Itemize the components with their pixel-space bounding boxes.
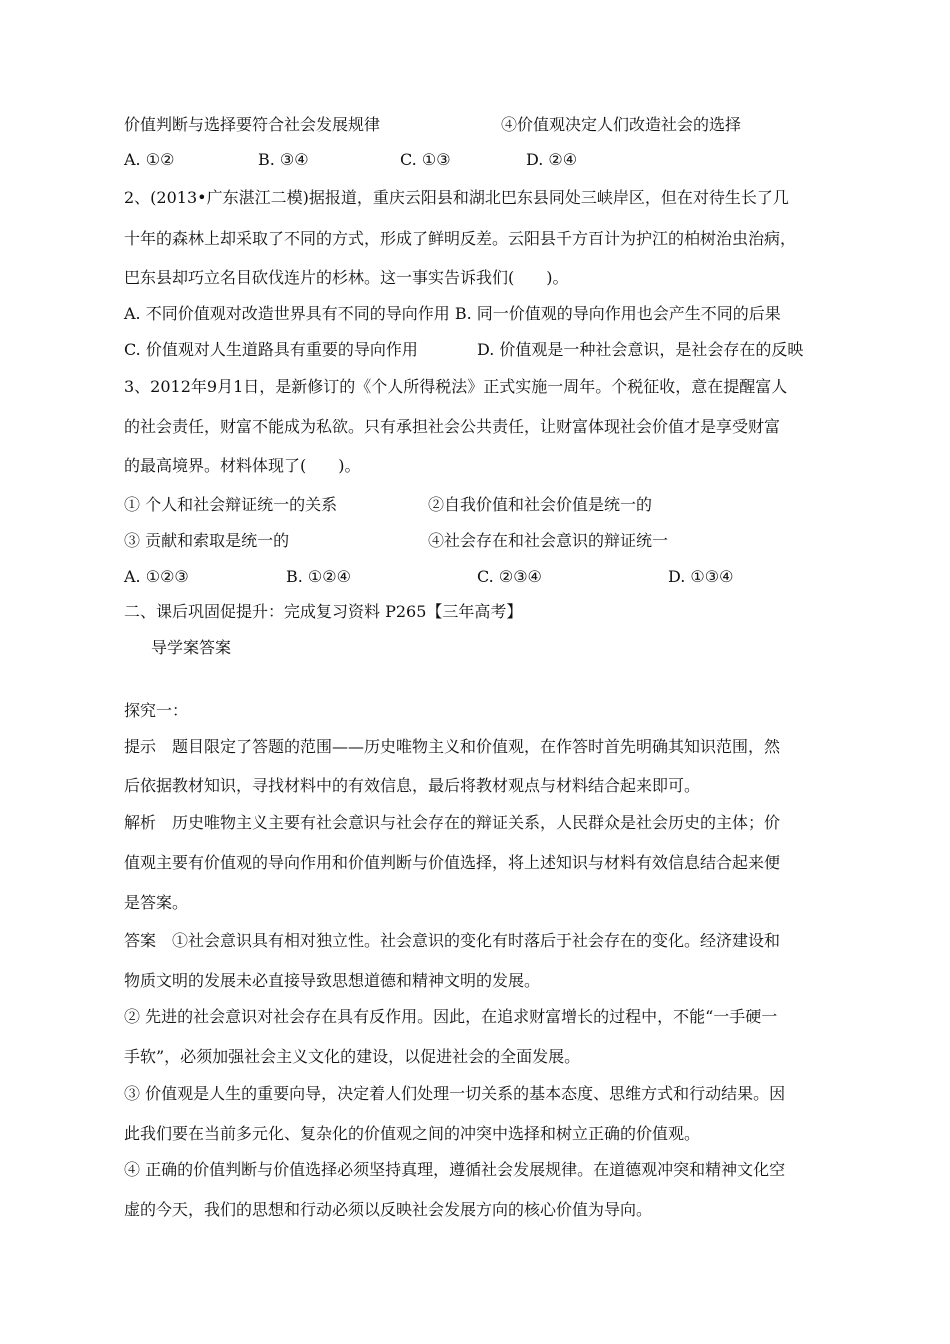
- q3-item-4: ④社会存在和社会意识的辩证统一: [428, 531, 669, 550]
- explore1-answer-line-4: 手软”，必须加强社会主义文化的建设，以促进社会的全面发展。: [124, 1047, 581, 1066]
- q3-option-b: B. ①②④: [286, 567, 351, 586]
- q3-item-2: ②自我价值和社会价值是统一的: [428, 495, 653, 514]
- q2-stem-line-2: 十年的森林上却采取了不同的方式，形成了鲜明反差。云阳县千方百计为护江的柏树治虫治病，: [124, 229, 797, 248]
- explore1-answer-line-5: ③ 价值观是人生的重要向导，决定着人们处理一切关系的基本态度、思维方式和行动结果。因: [124, 1084, 786, 1103]
- q1-option-line-right: ④价值观决定人们改造社会的选择: [501, 115, 742, 134]
- explore1-answer-line-1: 答案 ①社会意识具有相对独立性。社会意识的变化有时落后于社会存在的变化。经济建设和: [124, 931, 781, 950]
- explore1-answer-line-6: 此我们要在当前多元化、复杂化的价值观之间的冲突中选择和树立正确的价值观。: [124, 1124, 701, 1143]
- q3-stem-line-2: 的社会责任，财富不能成为私欲。只有承担社会公共责任，让财富体现社会价值才是享受财富: [124, 417, 781, 436]
- answer-title: 导学案答案: [151, 638, 232, 657]
- q2-option-d: D. 价值观是一种社会意识，是社会存在的反映: [477, 340, 804, 359]
- explore1-answer-line-8: 虚的今天，我们的思想和行动必须以反映社会发展方向的核心价值为导向。: [124, 1200, 653, 1219]
- q3-stem-line-1: 3、2012年9月1日，是新修订的《个人所得税法》正式实施一周年。个税征收，意在提醒富人: [124, 377, 788, 396]
- explore1-hint-line-2: 后依据教材知识，寻找材料中的有效信息，最后将教材观点与材料结合起来即可。: [124, 776, 701, 795]
- q3-item-3: ③ 贡献和索取是统一的: [124, 531, 290, 550]
- q2-stem-line-1: 2、(2013•广东湛江二模)据报道，重庆云阳县和湖北巴东县同处三峡岸区，但在对待生长了几: [124, 188, 789, 207]
- q2-stem-line-3: 巴东县却巧立名目砍伐连片的杉林。这一事实告诉我们( )。: [124, 268, 569, 287]
- q2-option-ab: A. 不同价值观对改造世界具有不同的导向作用 B. 同一价值观的导向作用也会产生不同的后果: [124, 304, 781, 323]
- q3-option-c: C. ②③④: [477, 567, 542, 586]
- q1-option-d: D. ②④: [526, 150, 578, 169]
- explore1-heading: 探究一：: [124, 701, 189, 720]
- explore1-answer-line-2: 物质文明的发展未必直接导致思想道德和精神文明的发展。: [124, 971, 541, 990]
- q1-option-b: B. ③④: [258, 150, 309, 169]
- q3-option-d: D. ①③④: [668, 567, 734, 586]
- section-2-heading: 二、课后巩固促提升：完成复习资料 P265【三年高考】: [124, 602, 523, 621]
- explore1-analysis-line-1: 解析 历史唯物主义主要有社会意识与社会存在的辩证关系，人民群众是社会历史的主体；价: [124, 813, 781, 832]
- explore1-answer-line-3: ② 先进的社会意识对社会存在具有反作用。因此，在追求财富增长的过程中，不能“一手硬一: [124, 1007, 778, 1026]
- q3-item-1: ① 个人和社会辩证统一的关系: [124, 495, 338, 514]
- q1-option-c: C. ①③: [400, 150, 451, 169]
- explore1-analysis-line-2: 值观主要有价值观的导向作用和价值判断与价值选择，将上述知识与材料有效信息结合起来便: [124, 853, 781, 872]
- explore1-hint-line-1: 提示 题目限定了答题的范围——历史唯物主义和价值观，在作答时首先明确其知识范围，然: [124, 737, 781, 756]
- q1-option-a: A. ①②: [124, 150, 175, 169]
- q2-option-c: C. 价值观对人生道路具有重要的导向作用: [124, 340, 418, 359]
- q3-stem-line-3: 的最高境界。材料体现了( )。: [124, 456, 361, 475]
- explore1-answer-line-7: ④ 正确的价值判断与价值选择必须坚持真理，遵循社会发展规律。在道德观冲突和精神文化空: [124, 1160, 786, 1179]
- q1-option-line-left: 价值判断与选择要符合社会发展规律: [124, 115, 381, 134]
- explore1-analysis-line-3: 是答案。: [124, 893, 189, 912]
- q3-option-a: A. ①②③: [124, 567, 189, 586]
